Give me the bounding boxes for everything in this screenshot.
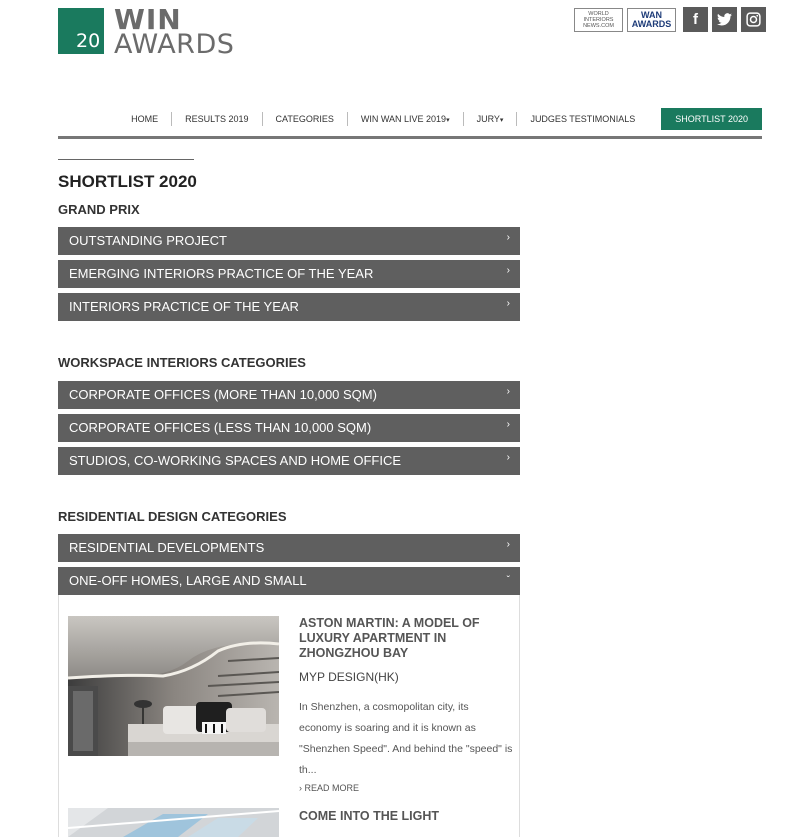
logo-badge (58, 8, 104, 54)
logo-line-2: AWARDS (114, 29, 235, 60)
nav-jury[interactable]: JURY▾ (464, 112, 518, 126)
accordion-outstanding-project[interactable]: OUTSTANDING PROJECT › (58, 227, 520, 255)
card-title[interactable]: COME INTO THE LIGHT (299, 809, 440, 823)
page-title: SHORTLIST 2020 (58, 172, 197, 191)
caret-down-icon: ▾ (446, 117, 450, 124)
title-rule (58, 159, 194, 160)
logo-line-1: WIN (114, 3, 182, 36)
chevron-right-icon: › (506, 419, 510, 430)
accordion-one-off-homes[interactable]: ONE-OFF HOMES, LARGE AND SMALL ˇ (58, 567, 520, 595)
main-nav (58, 108, 762, 130)
wan-awards-logo[interactable]: WAN AWARDS (627, 8, 676, 32)
chevron-right-icon: › (506, 232, 510, 243)
chevron-right-icon: › (506, 298, 510, 309)
accordion-corporate-offices-less[interactable]: CORPORATE OFFICES (LESS THAN 10,000 SQM) › (58, 414, 520, 442)
section-heading-residential: RESIDENTIAL DESIGN CATEGORIES (58, 509, 287, 524)
accordion-residential-developments[interactable]: RESIDENTIAL DEVELOPMENTS › (58, 534, 520, 562)
section-heading-workspace: WORKSPACE INTERIORS CATEGORIES (58, 355, 306, 370)
nav-shortlist-2020[interactable]: SHORTLIST 2020 (661, 108, 762, 130)
instagram-icon[interactable] (741, 7, 766, 32)
nav-categories[interactable]: CATEGORIES (263, 112, 348, 126)
nav-win-wan-live-2019[interactable]: WIN WAN LIVE 2019▾ (348, 112, 464, 126)
card-subtitle: MYP DESIGN(HK) (299, 670, 399, 684)
chevron-right-icon: › (506, 452, 510, 463)
chevron-right-icon: › (506, 386, 510, 397)
chevron-right-icon: › (506, 539, 510, 550)
world-interiors-news-logo[interactable]: WORLD INTERIORS NEWS.COM (574, 8, 623, 32)
twitter-icon[interactable] (712, 7, 737, 32)
nav-results-2019[interactable]: RESULTS 2019 (172, 112, 262, 126)
card-title[interactable]: ASTON MARTIN: A MODEL OF LUXURY APARTMENT IN ZHONGZHOU BAY (299, 616, 480, 660)
project-image-come-into-the-light[interactable] (68, 808, 279, 837)
nav-divider (58, 136, 762, 139)
accordion-emerging-interiors-practice[interactable]: EMERGING INTERIORS PRACTICE OF THE YEAR › (58, 260, 520, 288)
nav-home[interactable]: HOME (118, 112, 172, 126)
facebook-icon[interactable]: f (683, 7, 708, 32)
chevron-right-icon: › (506, 265, 510, 276)
caret-down-icon: ▾ (499, 117, 504, 124)
logo-number: 20 (76, 30, 101, 52)
accordion-interiors-practice[interactable]: INTERIORS PRACTICE OF THE YEAR › (58, 293, 520, 321)
project-image-aston-martin[interactable] (68, 616, 279, 756)
nav-judges-testimonials[interactable]: JUDGES TESTIMONIALS (530, 114, 636, 124)
accordion-studios-coworking[interactable]: STUDIOS, CO-WORKING SPACES AND HOME OFFICE › (58, 447, 520, 475)
read-more-link[interactable]: › READ MORE (299, 783, 360, 793)
site-logo[interactable] (58, 3, 235, 60)
card-description: In Shenzhen, a cosmopolitan city, its economy is soaring and it is known as "Shenzhen Speed". And behind the "speed" is th... (299, 701, 513, 776)
section-heading-grand-prix: GRAND PRIX (58, 202, 140, 217)
accordion-corporate-offices-more[interactable]: CORPORATE OFFICES (MORE THAN 10,000 SQM) › (58, 381, 520, 409)
chevron-down-icon: ˇ (506, 575, 510, 586)
